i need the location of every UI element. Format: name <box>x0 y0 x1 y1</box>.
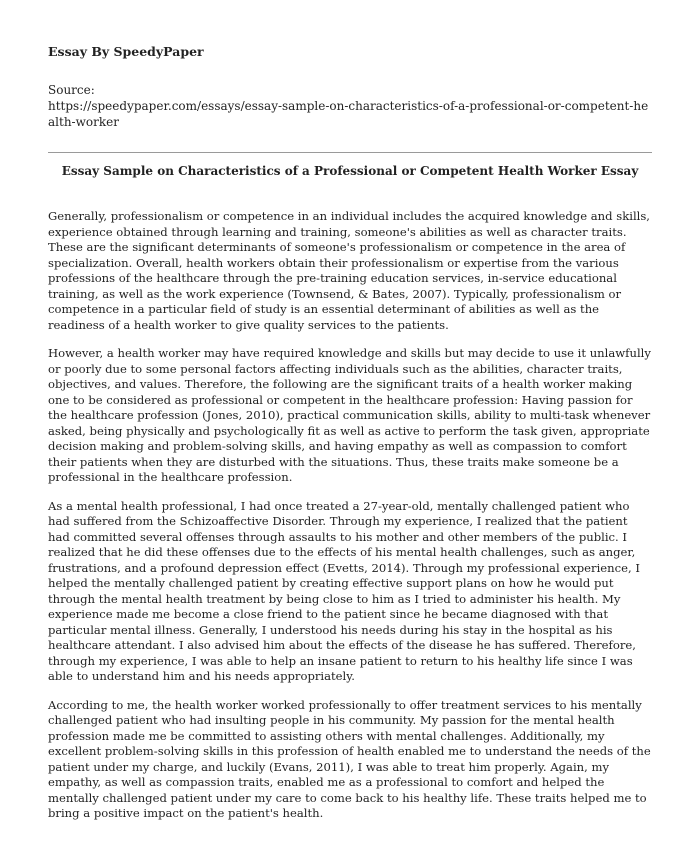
brand-title: Essay By SpeedyPaper <box>48 44 204 59</box>
essay-paragraph-2: However, a health worker may have required knowledge and skills but may decide to use it unlawfully or poorly due to some personal factors affecting individuals such as the abilities, character traits, objectives, and values. Therefore, the following are the significant traits of a health worker making one to be considered as professional or competent in the healthcare profession: Having passion for the healthcare profession (Jones, 2010), practical communication skills, ability to multi-task whenever asked, being physically and psychologically fit as well as active to perform the task given, appropriate decision making and problem-solving skills, and having empathy as well as compassion to comfort their patients when they are disturbed with the situations. Thus, these traits make someone be a professional in the healthcare profession. <box>48 346 651 484</box>
essay-paragraph-1: Generally, professionalism or competence in an individual includes the acquired knowledge and skills, experience obtained through learning and training, someone's abilities as well as character traits. These are the significant determinants of someone's professionalism or competence in the area of specialization. Overall, health workers obtain their professionalism or expertise from the various professions of the healthcare through the pre-training education services, in-service educational training, as well as the work experience (Townsend, & Bates, 2007). Typically, professionalism or competence in a particular field of study is an essential determinant of abilities as well as the readiness of a health worker to give quality services to the patients. <box>48 209 650 332</box>
source-url: https://speedypaper.com/essays/essay-sample-on-characteristics-of-a-professional-or-competent-health-worker <box>48 99 649 129</box>
essay-paragraph-3: As a mental health professional, I had once treated a 27-year-old, mentally challenged patient who had suffered from the Schizoaffective Disorder. Through my experience, I realized that the patient had committed several offenses through assaults to his mother and other members of the public. I realized that he did these offenses due to the effects of his mental health challenges, such as anger, frustrations, and a profound depression effect (Evetts, 2014). Through my professional experience, I helped the mentally challenged patient by creating effective support plans on how he would put through the mental health treatment by being close to him as I tried to administer his health. My experience made me become a close friend to the patient since he became diagnosed with that particular mental illness. Generally, I understood his needs during his stay in the hospital as his healthcare attendant. I also advised him about the effects of the disease he has suffered. Therefore, through my experience, I was able to help an insane patient to return to his healthy life since I was able to understand him and his needs appropriately. <box>48 498 640 683</box>
essay-paragraph-4: According to me, the health worker worked professionally to offer treatment services to his mentally challenged patient who had insulting people in his community. My passion for the mental health profession made me be committed to assisting others with mental challenges. Additionally, my excellent problem-solving skills in this profession of health enabled me to understand the needs of the patient under my charge, and luckily (Evans, 2011), I was able to treat him properly. Again, my empathy, as well as compassion traits, enabled me as a professional to comfort and helped the mentally challenged patient under my care to come back to his healthy life. These traits helped me to bring a positive impact on the patient's health. <box>48 697 651 820</box>
source-label: Source: <box>48 83 95 97</box>
essay-title: Essay Sample on Characteristics of a Professional or Competent Health Worker Essay <box>61 164 639 178</box>
header-divider <box>48 152 652 153</box>
